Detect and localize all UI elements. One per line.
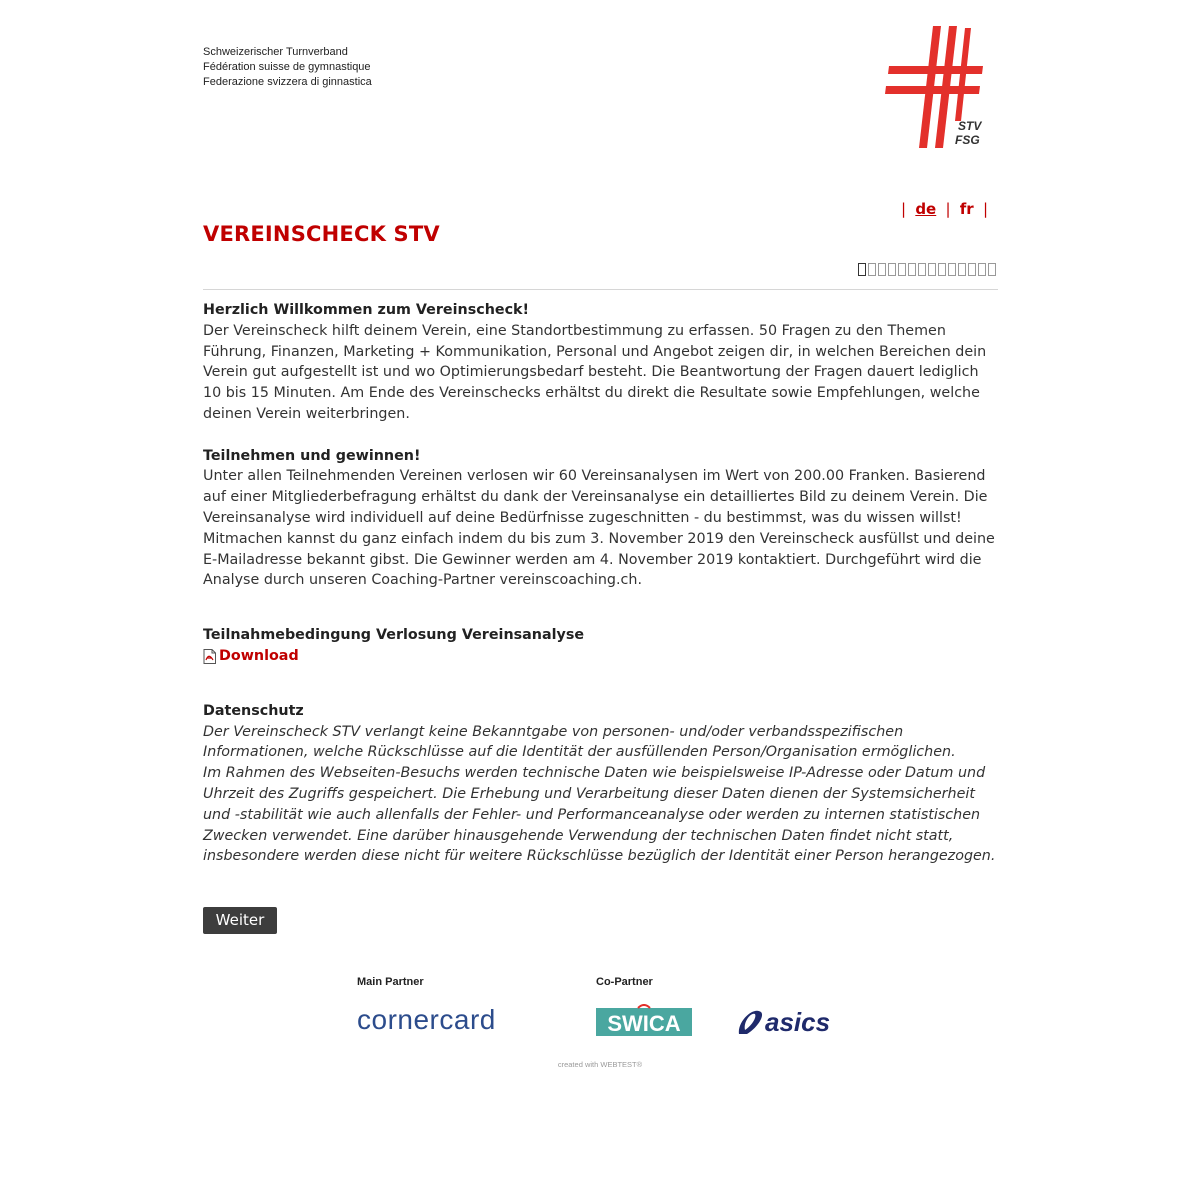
- progress-step: [878, 263, 886, 276]
- org-name-de: Schweizerischer Turnverband: [203, 46, 348, 58]
- next-button[interactable]: Weiter: [203, 907, 277, 934]
- progress-indicator: [858, 263, 996, 276]
- organization-names: [203, 45, 372, 90]
- logo-text-stv: STV: [958, 119, 982, 133]
- privacy-text-2: Im Rahmen des Webseiten-Besuchs werden technische Daten wie beispielsweise IP-Adresse oder Datum und Uhrzeit des Zugriffs gespeichert. Die Erhebung und Verarbeitung dieser Daten dienen der Systemsicherheit und -stabilität wie auch allenfalls der Fehler- und Performanceanalyse oder werden zu internen statistischen Zwecken verwendet. Eine darüber hinausgehende Verwendung der technischen Daten findet nicht statt, insbesondere werden diese nicht für weitere Rückschlüsse bezüglich der Identität einer Person herangezogen.: [203, 765, 996, 865]
- welcome-heading: Herzlich Willkommen zum Vereinscheck!: [203, 302, 530, 318]
- org-name-fr: Fédération suisse de gymnastique: [203, 61, 371, 73]
- swica-logo[interactable]: [596, 1004, 692, 1036]
- privacy-text-1: Der Vereinscheck STV verlangt keine Bekanntgabe von personen- und/oder verbandsspezifischen Informationen, welche Rückschlüsse auf die Identität der ausfüllenden Person/Organisation ermöglichen.: [203, 723, 956, 761]
- cornercard-logo[interactable]: cornercard: [357, 1004, 496, 1035]
- stv-fsg-logo: [883, 26, 998, 148]
- conditions-heading: Teilnahmebedingung Verlosung Vereinsanalyse: [203, 627, 585, 644]
- progress-step: [958, 263, 966, 276]
- progress-step: [988, 263, 996, 276]
- progress-step: [948, 263, 956, 276]
- progress-step: [898, 263, 906, 276]
- download-label: Download: [219, 647, 299, 664]
- asics-logo-text: asics: [765, 1007, 831, 1037]
- asics-logo[interactable]: [735, 1000, 835, 1040]
- main-content: [203, 300, 998, 867]
- progress-step: [888, 263, 896, 276]
- co-partner-label: Co-Partner: [596, 976, 653, 988]
- contest-text: Unter allen Teilnehmenden Vereinen verlosen wir 60 Vereinsanalysen im Wert von 200.00 Franken. Basierend auf einer Mitgliederbefragung erhältst du dank der Vereinsanalyse ein detailliertes Bild zu deinem Verein. Die Vereinsanalyse wird individuell auf deine Bedürfnisse zugeschnitten - du bestimmst, was du wissen willst! Mitmachen kannst du ganz einfach indem du bis zum 3. November 2019 den Vereinscheck ausfüllst und deine E-Mailadresse bekannt gibst. Die Gewinner werden am 4. November 2019 kontaktiert. Durchgeführt wird die Analyse durch unseren Coaching-Partner vereinscoaching.ch.: [203, 468, 995, 589]
- language-switcher: | de | fr |: [901, 200, 988, 218]
- progress-step: [858, 263, 866, 276]
- progress-step: [868, 263, 876, 276]
- welcome-text: Der Vereinscheck hilft deinem Verein, eine Standortbestimmung zu erfassen. 50 Fragen zu den Themen Führung, Finanzen, Marketing + Kommunikation, Personal und Angebot zeigen dir, in welchen Bereichen dein Verein gut aufgestellt ist und wo Optimierungsbedarf besteht. Die Beantwortung der Fragen dauert lediglich 10 bis 15 Minuten. Am Ende des Vereinschecks erhältst du direkt die Resultate sowie Empfehlungen, welche deinen Verein weiterbringen.: [203, 322, 987, 422]
- download-link[interactable]: [203, 646, 998, 667]
- lang-link-de[interactable]: de: [915, 200, 937, 218]
- page-title: VEREINSCHECK STV: [203, 222, 440, 246]
- divider: [203, 289, 998, 290]
- progress-step: [938, 263, 946, 276]
- logo-text-fsg: FSG: [955, 133, 980, 147]
- lang-link-fr[interactable]: fr: [959, 200, 974, 218]
- main-partner-label: Main Partner: [357, 976, 424, 988]
- contest-heading: Teilnehmen und gewinnen!: [203, 447, 421, 464]
- progress-step: [918, 263, 926, 276]
- progress-step: [928, 263, 936, 276]
- privacy-heading: Datenschutz: [203, 702, 304, 719]
- progress-step: [978, 263, 986, 276]
- footer-credit: created with WEBTEST®: [557, 1060, 643, 1069]
- pdf-icon: [203, 649, 216, 664]
- org-name-it: Federazione svizzera di ginnastica: [203, 76, 372, 88]
- progress-step: [908, 263, 916, 276]
- swica-logo-text: SWICA: [607, 1011, 681, 1036]
- progress-step: [968, 263, 976, 276]
